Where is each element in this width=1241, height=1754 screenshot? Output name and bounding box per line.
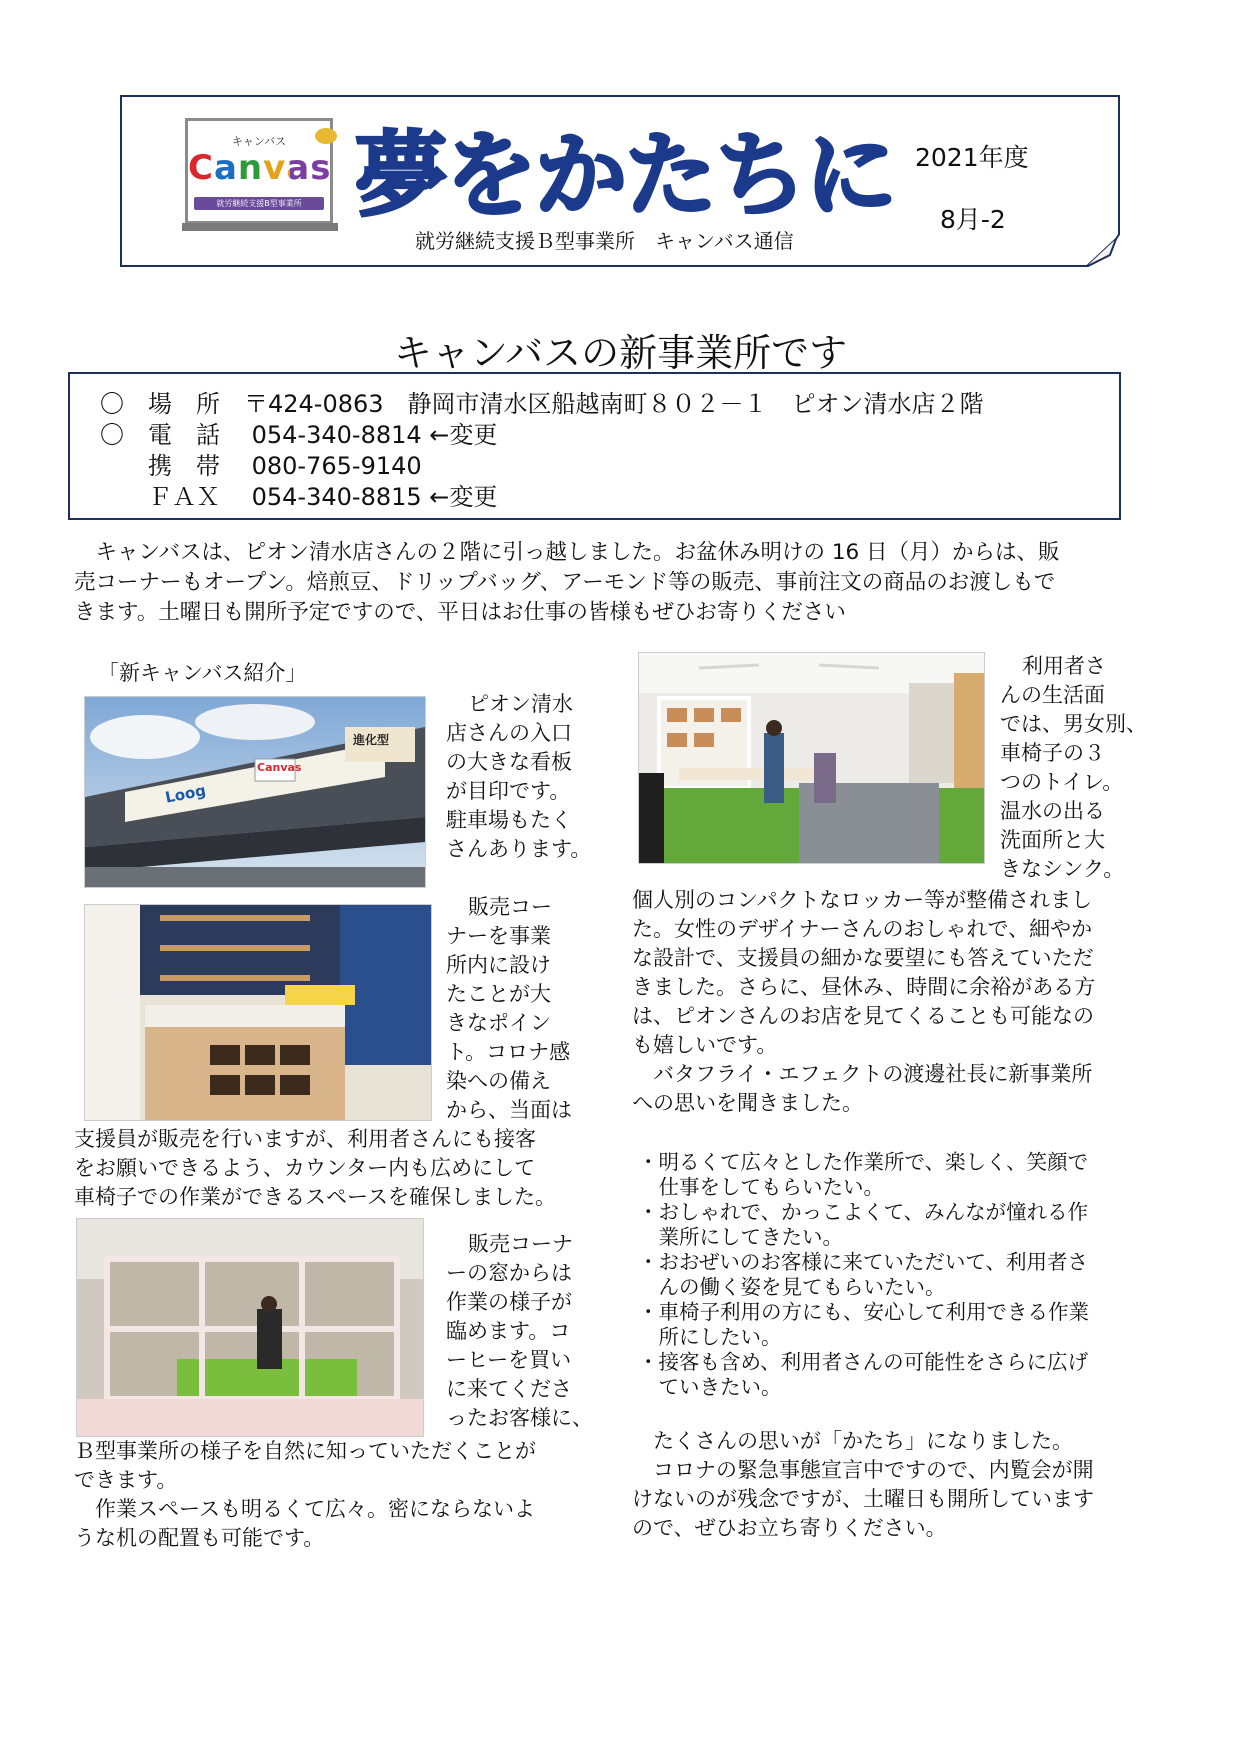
text-line: 駐車場もたく — [446, 808, 572, 832]
list-item-line: 所にしたい。 — [638, 1325, 782, 1349]
text-line: んの生活面 — [1000, 683, 1105, 707]
intro-line: きます。土曜日も開所予定ですので、平日はお仕事の皆様もぜひお寄りください — [74, 600, 846, 625]
intro-paragraph — [74, 538, 1154, 628]
text-line: きなポイン — [446, 1011, 551, 1035]
canvas-logo — [185, 118, 333, 224]
text-line: 作業スペースも明るくて広々。密にならないよ — [74, 1497, 535, 1521]
text-line: 支援員が販売を行いますが、利用者さんにも接客 — [74, 1127, 536, 1151]
sign-loog: Loog — [163, 781, 208, 807]
text-line: 個人別のコンパクトなロッカー等が整備されまし — [632, 888, 1093, 912]
text-line: 車椅子の３ — [1000, 741, 1105, 765]
info-address: 〇 場 所 〒424-0863 静岡市清水区船越南町８０２－１ ピオン清水店２階 — [100, 390, 984, 418]
text-line: ピオン清水 — [468, 692, 573, 716]
text-line: が目印です。 — [446, 779, 571, 803]
text-line: ーヒーを買い — [446, 1348, 572, 1372]
text-line: 店さんの入口 — [446, 721, 572, 745]
text-line: 販売コーナ — [468, 1232, 573, 1256]
text-line: への思いを聞きました。 — [632, 1091, 863, 1115]
text-line: うな机の配置も可能です。 — [74, 1526, 325, 1550]
sales-corner-photo — [84, 904, 432, 1121]
text-block-entrance — [446, 690, 591, 864]
intro-line: キャンバスは、ピオン清水店さんの２階に引っ越しました。お盆休み明けの 16 日（月）からは、販 — [74, 540, 1060, 565]
intro-line: 売コーナーもオープン。焙煎豆、ドリップバッグ、アーモンド等の販売、事前注文の商品のお渡しもで — [74, 570, 1056, 595]
text-line: 所内に設け — [446, 953, 551, 977]
text-line: た。女性のデザイナーさんのおしゃれで、細やか — [632, 917, 1093, 941]
list-item — [638, 1150, 1089, 1200]
text-line: の大きな看板 — [446, 750, 572, 774]
text-line: 洗面所と大 — [1000, 828, 1105, 852]
interior-photo — [638, 652, 985, 864]
text-line: も嬉しいです。 — [632, 1033, 778, 1057]
storefront-photo — [84, 696, 426, 888]
text-line: バタフライ・エフェクトの渡邊社長に新事業所 — [632, 1062, 1093, 1086]
text-line: できます。 — [74, 1468, 178, 1492]
closing-paragraph — [632, 1427, 1094, 1543]
text-block-sales — [446, 893, 572, 1125]
text-line: 作業の様子が — [446, 1290, 572, 1314]
list-item — [638, 1200, 1089, 1250]
text-line: コロナの緊急事態宣言中ですので、内覧会が開 — [632, 1458, 1094, 1482]
text-line: ーの窓からは — [446, 1261, 572, 1285]
logo-kana: キャンバス — [231, 135, 287, 148]
text-line: つのトイレ。 — [1000, 770, 1124, 794]
sign-canvas: Canvas — [257, 761, 302, 774]
text-line: 利用者さ — [1022, 654, 1106, 678]
window-view-photo — [76, 1218, 424, 1437]
list-item-line: 仕事をしてもらいたい。 — [638, 1175, 884, 1199]
text-line: Ｂ型事業所の様子を自然に知っていただくことが — [74, 1439, 536, 1463]
text-line: ので、ぜひお立ち寄りください。 — [632, 1516, 947, 1540]
list-item-line: ・おおぜいのお客様に来ていただいて、利用者さ — [638, 1250, 1088, 1274]
logo-subtitle: 就労継続支援B型事業所 — [194, 197, 324, 210]
text-block-facilities-cont — [632, 886, 1095, 1118]
info-fax: ＦＡＸ 054-340-8815 ←変更 — [100, 483, 498, 511]
text-line: をお願いできるよう、カウンター内も広めにして — [74, 1156, 536, 1180]
newsletter-subtitle: 就労継続支援Ｂ型事業所 キャンバス通信 — [415, 229, 794, 253]
text-line: ったお客様に、 — [446, 1406, 593, 1430]
list-item — [638, 1250, 1089, 1300]
issue-number: 8月-2 — [940, 205, 1006, 234]
text-block-facilities — [1000, 652, 1147, 884]
list-item-line: んの働く姿を見てもらいたい。 — [638, 1275, 946, 1299]
palette-icon — [315, 128, 337, 144]
text-line: な設計で、支援員の細かな要望にも答えていただ — [632, 946, 1094, 970]
text-block-window — [446, 1230, 593, 1433]
easel-base — [182, 223, 338, 231]
list-item-line: ・接客も含め、利用者さんの可能性をさらに広げ — [638, 1350, 1089, 1374]
list-item-line: ・明るくて広々とした作業所で、楽しく、笑顔で — [638, 1150, 1089, 1174]
text-line: 販売コー — [468, 895, 552, 919]
text-line: ト。コロナ感 — [446, 1040, 571, 1064]
text-line: ナーを事業 — [446, 924, 551, 948]
list-item — [638, 1300, 1089, 1350]
text-line: 染への備え — [446, 1069, 551, 1093]
text-line: から、当面は — [446, 1098, 572, 1122]
list-item — [638, 1350, 1089, 1400]
contact-info-box — [68, 372, 1121, 520]
text-line: さんあります。 — [446, 837, 592, 861]
section-title: 「新キャンバス紹介」 — [98, 661, 307, 685]
list-item-line: ・車椅子利用の方にも、安心して利用できる作業 — [638, 1300, 1089, 1324]
text-line: きました。さらに、昼休み、時間に余裕がある方 — [632, 975, 1096, 999]
sign-shinka: 進化型 — [353, 733, 390, 747]
list-item-line: ていきたい。 — [638, 1375, 782, 1399]
text-line: けないのが残念ですが、土曜日も開所しています — [632, 1487, 1094, 1511]
text-line: では、男女別、 — [1000, 712, 1147, 736]
page-headline: キャンバスの新事業所です — [393, 331, 848, 375]
text-line: に来てくださ — [446, 1377, 572, 1401]
text-line: は、ピオンさんのお店を見てくることも可能なの — [632, 1004, 1094, 1028]
text-line: きなシンク。 — [1000, 857, 1125, 881]
text-line: たくさんの思いが「かたち」になりました。 — [632, 1429, 1073, 1453]
logo-name: Canvas — [188, 148, 332, 188]
text-line: 車椅子での作業ができるスペースを確保しました。 — [74, 1185, 556, 1209]
list-item-line: ・おしゃれで、かっこよくて、みんなが憧れる作 — [638, 1200, 1089, 1224]
newsletter-title: 夢をかたちに — [355, 122, 896, 229]
list-item-line: 業所にしてきたい。 — [638, 1225, 843, 1249]
text-block-window-cont — [74, 1437, 536, 1553]
info-mobile: 携 帯 080-765-9140 — [100, 452, 422, 480]
text-line: 温水の出る — [1000, 799, 1105, 823]
page-curl-icon — [1086, 233, 1120, 267]
president-wishes-list — [638, 1150, 1089, 1400]
text-block-sales-cont — [74, 1125, 556, 1212]
text-line: 臨めます。コ — [446, 1319, 571, 1343]
text-line: たことが大 — [446, 982, 551, 1006]
fiscal-year: 2021年度 — [915, 143, 1029, 172]
info-phone: 〇 電 話 054-340-8814 ←変更 — [100, 421, 498, 449]
